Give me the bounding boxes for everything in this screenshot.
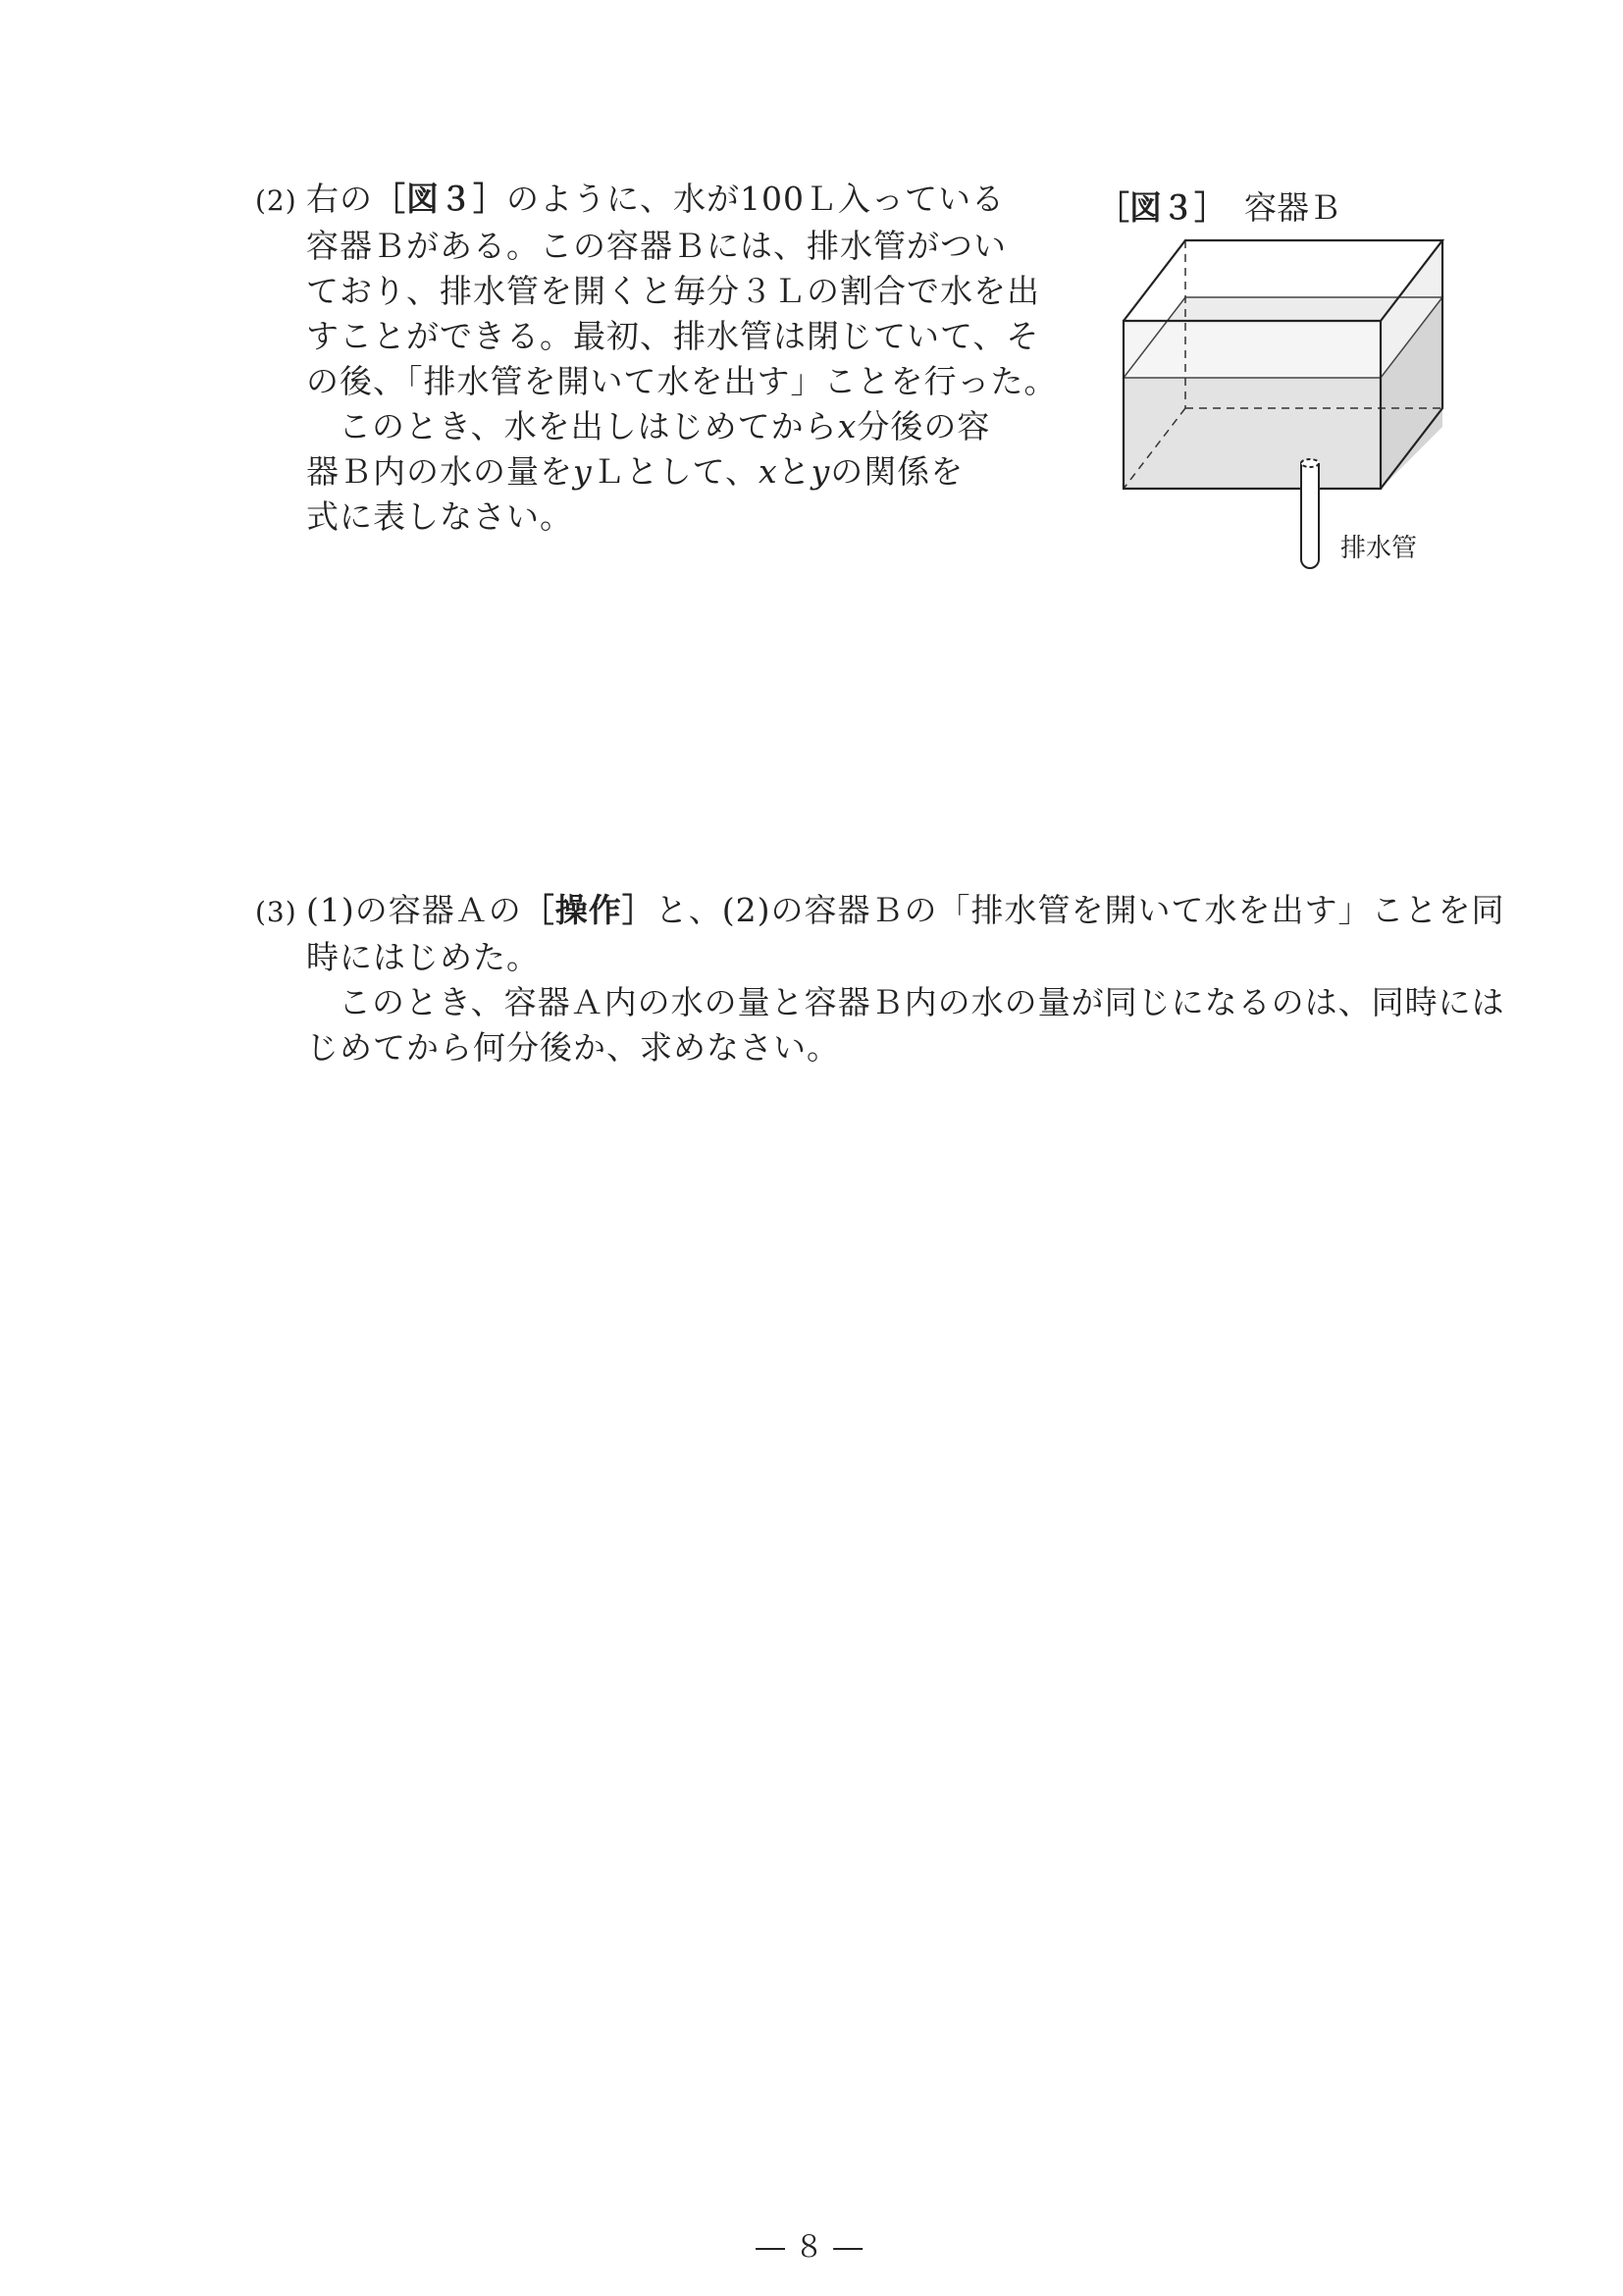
var-y: y: [811, 452, 831, 491]
q2-line-4: すことができる。最初、排水管は閉じていて、そ: [306, 317, 1040, 355]
q2-text: このとき、水を出しはじめてから: [339, 407, 838, 445]
figure-label: ［図３］: [1097, 188, 1227, 227]
container-b-diagram: [1109, 235, 1482, 569]
q2-text: の関係を: [830, 452, 965, 491]
q2-line-2: 容器Ｂがある。この容器Ｂには、排水管がつい: [306, 227, 1007, 265]
q2-number: (2): [255, 184, 297, 217]
figure-caption: 容器Ｂ: [1244, 188, 1341, 227]
q2-text: Ｌとして、: [592, 452, 759, 491]
q3-text: と、(2)の容器Ｂの「排水管を開いて水を出す」ことを同: [654, 891, 1505, 929]
var-y: y: [573, 452, 593, 491]
q3-line-1: [255, 888, 1505, 935]
q3-line-3: このとき、容器Ａ内の水の量と容器Ｂ内の水の量が同じになるのは、同時には: [339, 983, 1505, 1021]
page-number: ― ８ ―: [756, 2230, 864, 2265]
drain-pipe-label: 排水管: [1340, 534, 1418, 563]
q2-text: のように、水が100Ｌ入っている: [506, 180, 1005, 218]
question-3: [255, 888, 1505, 1070]
q2-line-3: ており、排水管を開くと毎分３Ｌの割合で水を出: [306, 272, 1040, 310]
q2-line-1: [255, 177, 1005, 224]
figure-title: [1097, 183, 1341, 229]
q2-text: 器Ｂ内の水の量を: [306, 452, 573, 491]
q2-line-5: の後、「排水管を開いて水を出す」ことを行った。: [306, 362, 1058, 400]
q3-number: (3): [255, 896, 297, 928]
q2-line-8: 式に表しなさい。: [306, 497, 573, 536]
q2-line-7: [255, 449, 1001, 495]
q2-text: 右の: [306, 180, 373, 218]
q2-text: と: [777, 452, 812, 491]
q3-operation-ref: ［操作］: [521, 891, 655, 929]
q2-text: 分後の容: [857, 407, 991, 445]
q3-line-4: じめてから何分後か、求めなさい。: [306, 1028, 840, 1067]
water-front: [1124, 378, 1381, 489]
q2-line-6: [255, 404, 1001, 449]
q2-figure-ref: ［図３］: [373, 180, 506, 218]
var-x: x: [837, 407, 858, 445]
q3-text: (1)の容器Ａの: [306, 891, 522, 929]
drain-pipe: [1301, 459, 1319, 569]
var-x: x: [759, 452, 778, 491]
q3-line-2: 時にはじめた。: [306, 938, 540, 976]
question-2: [255, 177, 1058, 540]
air-front: [1124, 321, 1381, 378]
